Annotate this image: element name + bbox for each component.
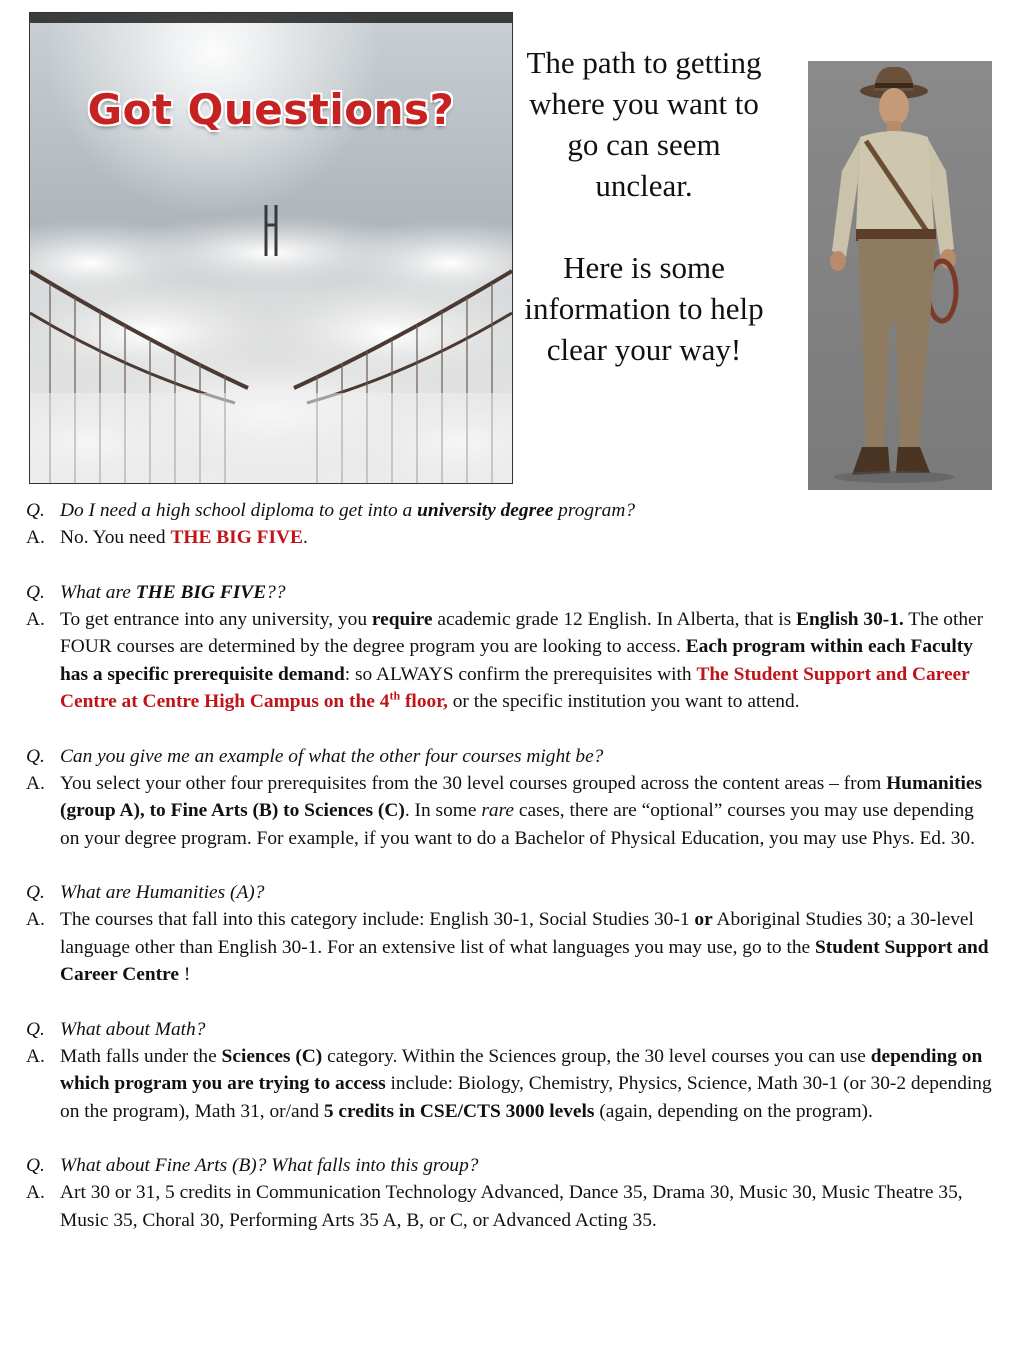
- question-humanities: [26, 879, 996, 906]
- emphasis: depending on which program you are trying to access: [60, 1045, 983, 1095]
- emphasis: Student Support and Career Centre: [60, 936, 989, 986]
- text-run: Aboriginal Studies 30; a 30-level language other than English 30-1. For an extensive list of what languages you may use, go to the: [60, 909, 974, 958]
- text-run: To get entrance into any university, you: [60, 609, 372, 631]
- text-run: ??: [266, 581, 286, 603]
- answer-text: Art 30 or 31, 5 credits in Communication Technology Advanced, Dance 35, Drama 30, Music 30, Music Theatre 35, Music 35, Choral 30, Performing Arts 35 A, B, or C, or Advanced Acting 35.: [60, 1182, 963, 1231]
- question-text: [60, 497, 996, 524]
- answer-diploma: [26, 524, 996, 551]
- text-run: What are: [60, 581, 136, 603]
- text-run: Do I need a high school diploma to get into a: [60, 500, 418, 521]
- intro-line-1: The path to getting where you want to go can seem unclear.: [526, 45, 762, 203]
- hero-title: Got Questions?: [87, 85, 455, 134]
- text-run: academic grade 12 English. In Alberta, that is: [432, 609, 797, 631]
- question-diploma: [26, 497, 996, 524]
- answer-math: [26, 1043, 996, 1125]
- question-label: Q.: [26, 1018, 45, 1040]
- question-label: Q.: [26, 882, 45, 904]
- question-label: Q.: [26, 1155, 45, 1177]
- emphasis: English 30-1.: [796, 609, 904, 631]
- answer-label: A.: [26, 909, 45, 931]
- answer-text: [60, 1043, 996, 1125]
- emphasis: require: [371, 609, 433, 631]
- text-run: : so ALWAYS confirm the prerequisites with: [344, 663, 697, 685]
- question-text: [60, 579, 996, 606]
- question-four-courses: [26, 743, 996, 770]
- question-math: [26, 1016, 996, 1043]
- emphasis: Each program within each Faculty has a specific prerequisite demand: [60, 636, 973, 685]
- text-run: category. Within the Sciences group, the 30 level courses you can use: [322, 1045, 871, 1067]
- answer-text: [60, 524, 996, 551]
- answer-big-five: [26, 606, 996, 715]
- text-run: Math falls under the: [60, 1045, 222, 1067]
- text-run: include: Biology, Chemistry, Physics, Science, Math 30-1 (or 30-2 depending on the program), Math 31, or/and: [60, 1073, 992, 1122]
- question-label: Q.: [26, 745, 45, 767]
- text-run: !: [179, 964, 191, 986]
- text-run: floor,: [400, 691, 448, 713]
- question-label: Q.: [26, 500, 45, 521]
- text-run: . In some: [404, 800, 482, 822]
- emphasis: THE BIG FIVE: [135, 581, 267, 603]
- emphasis: 5 credits in CSE/CTS 3000 levels: [323, 1100, 595, 1122]
- answer-text: [60, 906, 996, 988]
- answer-four-courses: [26, 770, 996, 852]
- answer-label: A.: [26, 609, 45, 631]
- intro-text: [522, 42, 766, 370]
- question-text: What are Humanities (A)?: [60, 882, 265, 904]
- bridge-in-clouds-illustration: [30, 13, 512, 483]
- text-run: You select your other four prerequisites from the 30 level courses grouped across the content areas – from: [60, 772, 887, 794]
- text-run: program?: [553, 500, 636, 521]
- text-run: cases, there are “optional” courses you may use depending on your degree program. For example, if you want to do a Bachelor of Physical Education, you may use Phys. Ed. 30.: [60, 800, 975, 849]
- emphasis: Sciences (C): [221, 1045, 323, 1067]
- text-run: The other FOUR courses are determined by the degree program you are looking to access.: [60, 609, 984, 658]
- question-text: What about Fine Arts (B)? What falls into this group?: [60, 1155, 479, 1177]
- answer-label: A.: [26, 527, 45, 549]
- highlight: THE BIG FIVE: [170, 527, 303, 549]
- answer-humanities: [26, 906, 996, 988]
- answer-label: A.: [26, 772, 45, 794]
- intro-line-2: Here is some information to help clear your way!: [524, 250, 764, 367]
- question-label: Q.: [26, 581, 45, 603]
- question-text: What about Math?: [60, 1018, 206, 1040]
- text-run: or the specific institution you want to attend.: [447, 691, 800, 713]
- faq-list: [26, 497, 996, 1234]
- answer-text: [60, 770, 996, 852]
- emphasis: university degree: [417, 500, 554, 521]
- text-run: No. You need: [60, 527, 171, 549]
- answer-text: [60, 606, 996, 715]
- text-run: .: [302, 527, 308, 549]
- answer-fine-arts: [26, 1179, 996, 1234]
- answer-label: A.: [26, 1045, 45, 1067]
- hero-image: [29, 12, 513, 484]
- text-run: (again, depending on the program).: [594, 1100, 873, 1122]
- answer-label: A.: [26, 1182, 45, 1204]
- text-run: The Student Support and Career Centre at Centre High Campus on the 4: [60, 663, 970, 713]
- question-text: Can you give me an example of what the other four courses might be?: [60, 745, 604, 767]
- question-fine-arts: [26, 1152, 996, 1179]
- emphasis: Humanities (group A), to Fine Arts (B) to Sciences (C): [60, 772, 983, 822]
- italic-emphasis: rare: [481, 800, 515, 822]
- superscript: th: [389, 688, 401, 703]
- text-run: The courses that fall into this category include: English 30-1, Social Studies 30-1: [60, 909, 695, 931]
- adventurer-illustration: [808, 61, 992, 490]
- emphasis: or: [694, 909, 713, 931]
- question-big-five: [26, 579, 996, 606]
- adventurer-figure-image: [808, 61, 992, 490]
